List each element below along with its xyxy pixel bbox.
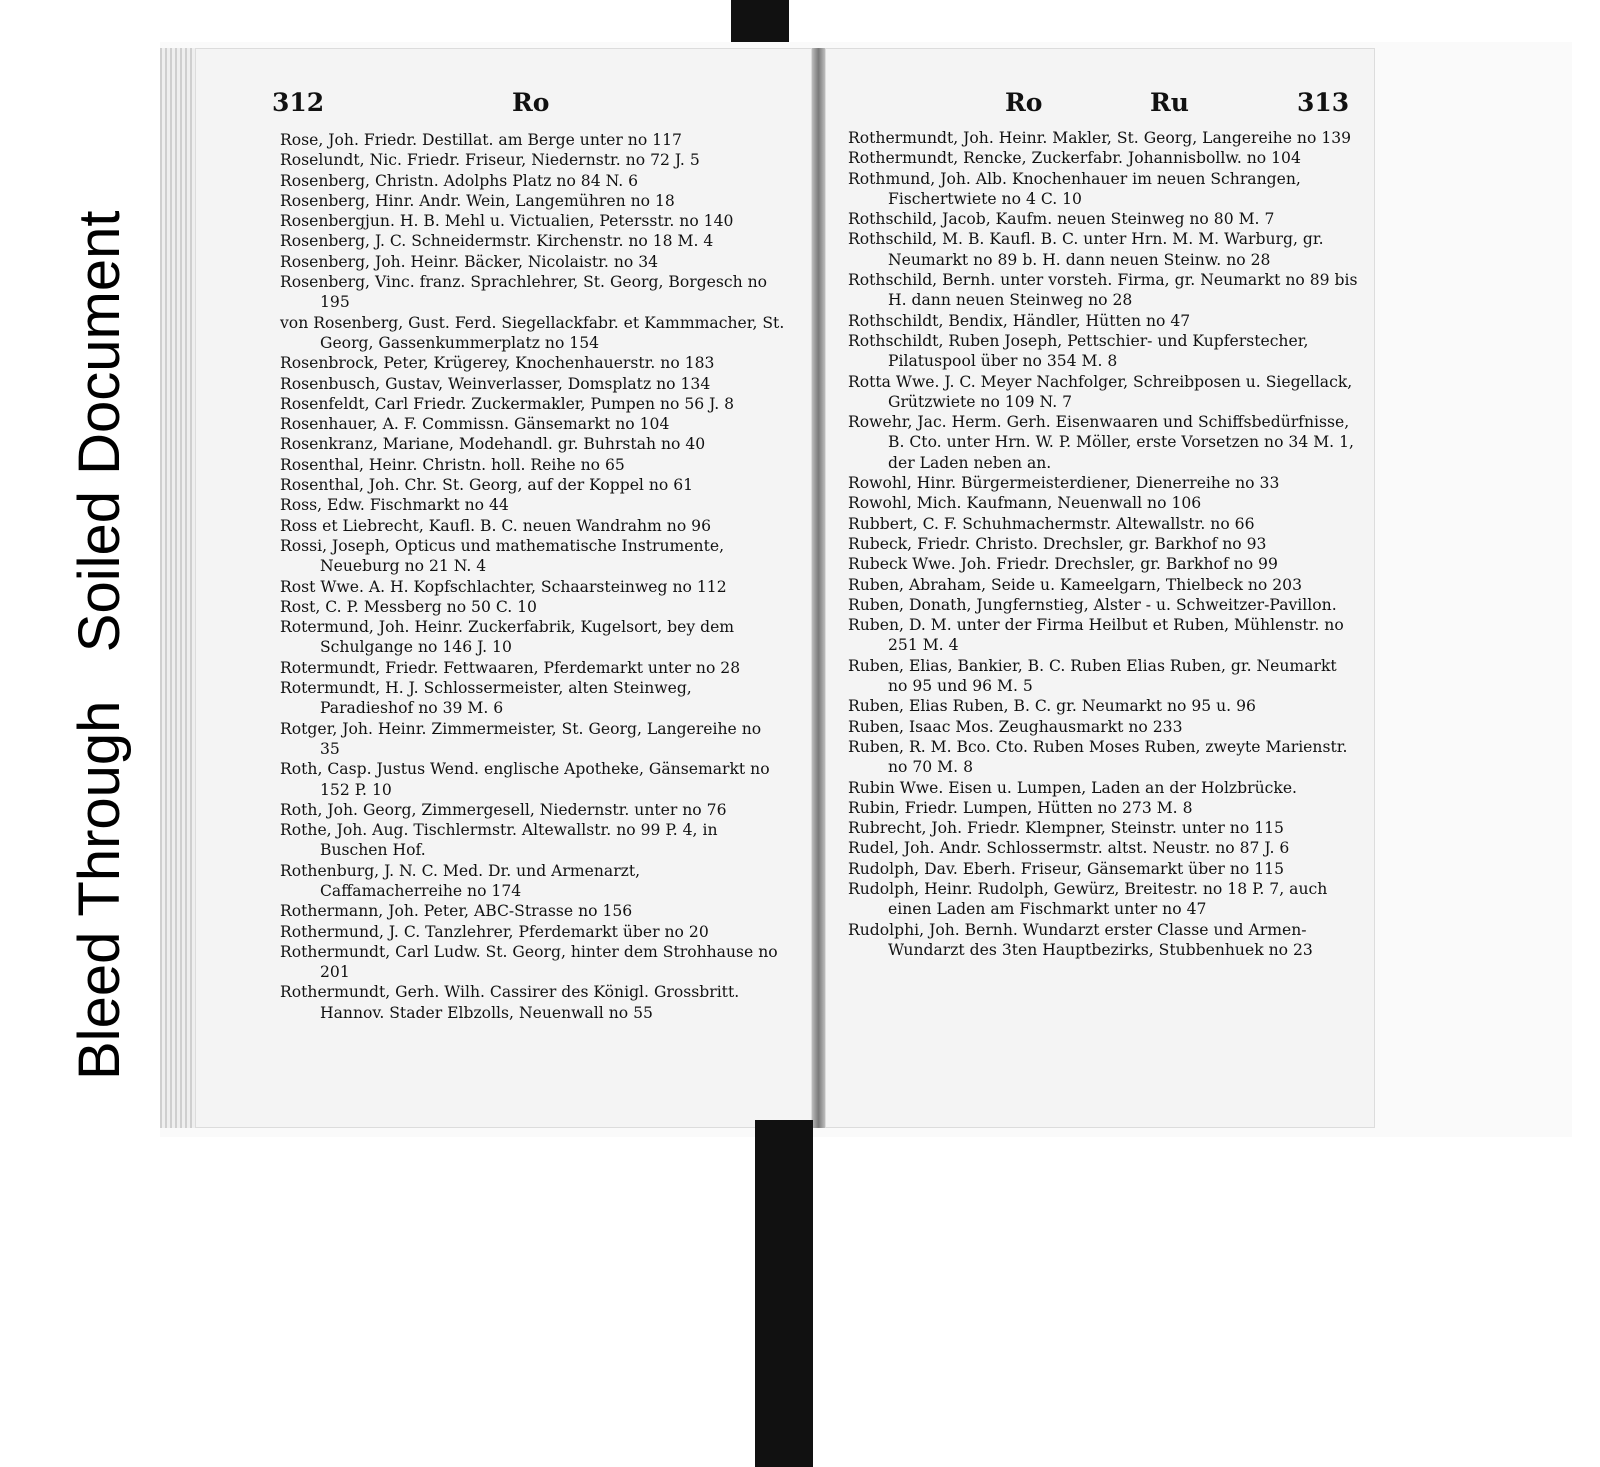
- directory-entry: Rowohl, Mich. Kaufmann, Neuenwall no 106: [848, 494, 1202, 513]
- directory-entry: Rubeck Wwe. Joh. Friedr. Drechsler, gr. Barkhof no 99: [848, 555, 1278, 574]
- bottom-scan-bar: [755, 1120, 813, 1467]
- directory-entry: Rudel, Joh. Andr. Schlossermstr. altst. Neustr. no 87 J. 6: [848, 839, 1290, 858]
- directory-entry: Ross et Liebrecht, Kaufl. B. C. neuen Wandrahm no 96: [280, 516, 712, 535]
- directory-entry: Rothermundt, Carl Ludw. St. Georg, hinter dem Strohhause no 201: [280, 942, 778, 982]
- directory-entry: Rossi, Joseph, Opticus und mathematische Instrumente, Neueburg no 21 N. 4: [280, 536, 725, 576]
- top-scan-bar: [731, 0, 789, 42]
- directory-entry: Rosenthal, Joh. Chr. St. Georg, auf der Koppel no 61: [280, 476, 694, 495]
- directory-entry: Rosenbusch, Gustav, Weinverlasser, Domsplatz no 134: [280, 374, 711, 393]
- directory-entry: Rost, C. P. Messberg no 50 C. 10: [280, 597, 537, 616]
- directory-entry: Rubin, Friedr. Lumpen, Hütten no 273 M. 8: [848, 798, 1193, 817]
- directory-entry: Rothermann, Joh. Peter, ABC-Strasse no 156: [280, 902, 633, 921]
- directory-entry: Ruben, R. M. Bco. Cto. Ruben Moses Ruben, zweyte Marienstr. no 70 M. 8: [848, 737, 1348, 777]
- directory-entry: Rothschild, M. B. Kaufl. B. C. unter Hrn. M. M. Warburg, gr. Neumarkt no 89 b. H. dann neuen Steinw. no 28: [848, 230, 1324, 269]
- directory-entry: Rosenbergjun. H. B. Mehl u. Victualien, Petersstr. no 140: [280, 212, 734, 231]
- directory-entry: Rothe, Joh. Aug. Tischlermstr. Altewallstr. no 99 P. 4, in Buschen Hof.: [280, 821, 718, 860]
- directory-entry: Rosenberg, Hinr. Andr. Wein, Langemühren no 18: [280, 191, 675, 210]
- directory-entry: Roselundt, Nic. Friedr. Friseur, Niedernstr. no 72 J. 5: [280, 151, 700, 170]
- directory-entry: Rothenburg, J. N. C. Med. Dr. und Armenarzt, Caffamacherreihe no 174: [280, 861, 641, 900]
- directory-entry: Rowehr, Jac. Herm. Gerh. Eisenwaaren und Schiffsbedürfnisse, B. Cto. unter Hrn. W. P. Möller, erste Vorsetzen no 34 M. 1, der Laden neben an.: [848, 413, 1354, 472]
- directory-entry: Rothermundt, Rencke, Zuckerfabr. Johannisbollw. no 104: [848, 149, 1301, 168]
- right-entry-list: [848, 128, 1358, 960]
- directory-entry: von Rosenberg, Gust. Ferd. Siegellackfabr. et Kammmacher, St. Georg, Gassenkummerplatz no 154: [280, 313, 785, 352]
- directory-entry: Ruben, Isaac Mos. Zeughausmarkt no 233: [848, 717, 1183, 736]
- directory-entry: Rothermund, J. C. Tanzlehrer, Pferdemarkt über no 20: [280, 922, 709, 941]
- directory-entry: Roth, Casp. Justus Wend. englische Apotheke, Gänsemarkt no 152 P. 10: [280, 760, 770, 799]
- directory-entry: Ruben, Abraham, Seide u. Kameelgarn, Thielbeck no 203: [848, 575, 1303, 594]
- document-stamp-label: [60, 80, 140, 1080]
- right-page-header-left: Ro: [1005, 88, 1043, 117]
- book-gutter: [812, 48, 825, 1128]
- directory-entry: Ruben, D. M. unter der Firma Heilbut et Ruben, Mühlenstr. no 251 M. 4: [848, 616, 1344, 655]
- left-entry-list: [280, 130, 785, 1023]
- directory-entry: Rotermundt, Friedr. Fettwaaren, Pferdemarkt unter no 28: [280, 658, 741, 677]
- directory-entry: Rotermund, Joh. Heinr. Zuckerfabrik, Kugelsort, bey dem Schulgange no 146 J. 10: [280, 618, 735, 657]
- directory-entry: Rose, Joh. Friedr. Destillat. am Berge unter no 117: [280, 131, 682, 149]
- directory-entry: Rosenberg, Christn. Adolphs Platz no 84 N. 6: [280, 171, 639, 190]
- left-page-number: 312: [272, 88, 325, 117]
- directory-entry: Rothschildt, Bendix, Händler, Hütten no 47: [848, 311, 1191, 330]
- directory-entry: Rotermundt, H. J. Schlossermeister, alten Steinweg, Paradieshof no 39 M. 6: [280, 679, 692, 718]
- directory-entry: Rothschild, Bernh. unter vorsteh. Firma, gr. Neumarkt no 89 bis H. dann neuen Steinweg no 28: [848, 271, 1358, 310]
- directory-entry: Ruben, Elias, Bankier, B. C. Ruben Elias Ruben, gr. Neumarkt no 95 und 96 M. 5: [848, 656, 1337, 696]
- directory-entry: Rost Wwe. A. H. Kopfschlachter, Schaarsteinweg no 112: [280, 577, 727, 596]
- left-page-header: Ro: [512, 88, 550, 117]
- directory-entry: Rosenkranz, Mariane, Modehandl. gr. Buhrstah no 40: [280, 435, 706, 454]
- directory-entry: Rosenberg, J. C. Schneidermstr. Kirchenstr. no 18 M. 4: [280, 232, 714, 251]
- directory-entry: Rotta Wwe. J. C. Meyer Nachfolger, Schreibposen u. Siegellack, Grützwiete no 109 N. 7: [848, 372, 1353, 411]
- directory-entry: Rubeck, Friedr. Christo. Drechsler, gr. Barkhof no 93: [848, 534, 1267, 553]
- right-page-number: 313: [1297, 88, 1350, 117]
- directory-entry: Rothermundt, Gerh. Wilh. Cassirer des Königl. Grossbritt. Hannov. Stader Elbzolls, Neuenwall no 55: [280, 983, 740, 1022]
- directory-entry: Rosenberg, Joh. Heinr. Bäcker, Nicolaistr. no 34: [280, 252, 659, 271]
- bleed-through-label: Bleed Through: [67, 700, 132, 1080]
- directory-entry: Rudolph, Heinr. Rudolph, Gewürz, Breitestr. no 18 P. 7, auch einen Laden am Fischmarkt unter no 47: [848, 879, 1328, 919]
- directory-entry: Rosenfeldt, Carl Friedr. Zuckermakler, Pumpen no 56 J. 8: [280, 394, 735, 413]
- directory-entry: Rothmund, Joh. Alb. Knochenhauer im neuen Schrangen, Fischertwiete no 4 C. 10: [848, 169, 1301, 208]
- directory-entry: Rosenhauer, A. F. Commissn. Gänsemarkt no 104: [280, 415, 670, 434]
- directory-entry: Rosenbrock, Peter, Krügerey, Knochenhauerstr. no 183: [280, 354, 715, 373]
- book-page-edges: [160, 48, 195, 1128]
- directory-entry: Rowohl, Hinr. Bürgermeisterdiener, Dienerreihe no 33: [848, 474, 1280, 493]
- directory-entry: Rothschild, Jacob, Kaufm. neuen Steinweg no 80 M. 7: [848, 210, 1275, 229]
- directory-entry: Rothermundt, Joh. Heinr. Makler, St. Georg, Langereihe no 139: [848, 129, 1352, 147]
- directory-entry: Rubrecht, Joh. Friedr. Klempner, Steinstr. unter no 115: [848, 819, 1284, 838]
- directory-entry: Rubin Wwe. Eisen u. Lumpen, Laden an der Holzbrücke.: [848, 778, 1297, 797]
- directory-entry: Rotger, Joh. Heinr. Zimmermeister, St. Georg, Langereihe no 35: [280, 719, 762, 758]
- directory-entry: Ross, Edw. Fischmarkt no 44: [280, 496, 509, 515]
- directory-entry: Rosenberg, Vinc. franz. Sprachlehrer, St. Georg, Borgesch no 195: [280, 273, 768, 312]
- directory-entry: Roth, Joh. Georg, Zimmergesell, Niedernstr. unter no 76: [280, 800, 727, 819]
- directory-entry: Rothschildt, Ruben Joseph, Pettschier- und Kupferstecher, Pilatuspool über no 354 M. 8: [848, 331, 1309, 371]
- directory-entry: Ruben, Donath, Jungfernstieg, Alster - u. Schweitzer-Pavillon.: [848, 595, 1337, 614]
- directory-entry: Rudolph, Dav. Eberh. Friseur, Gänsemarkt über no 115: [848, 859, 1284, 878]
- directory-entry: Rubbert, C. F. Schuhmachermstr. Altewallstr. no 66: [848, 514, 1255, 533]
- right-page-header-right: Ru: [1150, 88, 1189, 117]
- soiled-document-label: Soiled Document: [67, 210, 132, 653]
- directory-entry: Ruben, Elias Ruben, B. C. gr. Neumarkt no 95 u. 96: [848, 697, 1256, 716]
- directory-entry: Rosenthal, Heinr. Christn. holl. Reihe no 65: [280, 455, 625, 474]
- directory-entry: Rudolphi, Joh. Bernh. Wundarzt erster Classe und Armen-Wundarzt des 3ten Hauptbezirks, Stubbenhuek no 23: [848, 920, 1313, 959]
